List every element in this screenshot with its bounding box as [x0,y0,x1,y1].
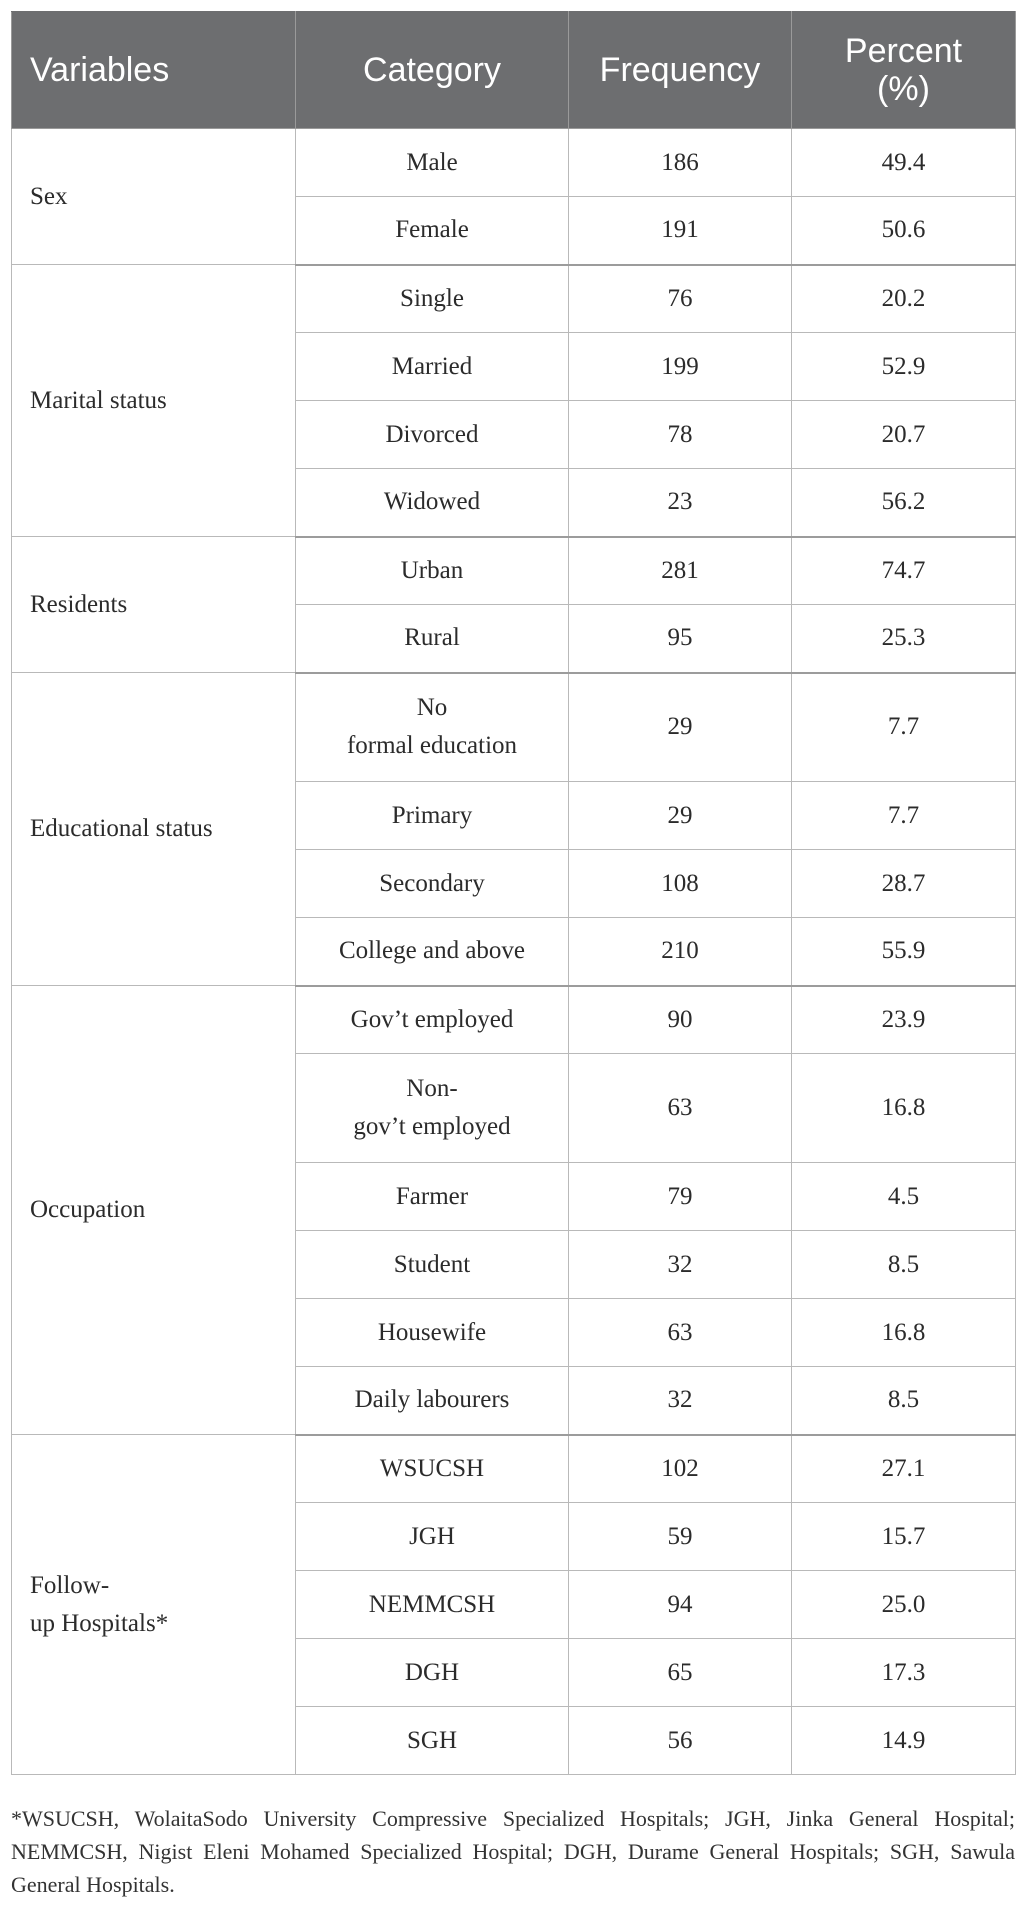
variable-cell-follow-up-hospitals [12,1435,296,1775]
frequency-cell: 63 [569,1299,792,1367]
frequency-cell: 32 [569,1231,792,1299]
variable-cell-educational-status: Educational status [12,673,296,986]
frequency-cell: 199 [569,333,792,401]
category-cell: Female [296,197,569,265]
category-cell: Housewife [296,1299,569,1367]
percent-cell: 4.5 [792,1163,1016,1231]
category-cell: DGH [296,1639,569,1707]
percent-cell: 56.2 [792,469,1016,537]
category-line: formal education [346,732,518,760]
frequency-cell: 94 [569,1571,792,1639]
percent-cell: 55.9 [792,918,1016,986]
variable-line: up Hospitals* [30,1609,169,1637]
table-header [12,12,1016,129]
category-cell: JGH [296,1503,569,1571]
frequency-cell: 79 [569,1163,792,1231]
category-line: No [416,694,448,722]
category-cell: Rural [296,605,569,673]
header-percent-line1: Percent [844,32,963,70]
frequency-cell: 210 [569,918,792,986]
percent-cell: 28.7 [792,850,1016,918]
percent-cell: 7.7 [792,782,1016,850]
demographics-table [11,11,1016,1775]
frequency-cell: 108 [569,850,792,918]
percent-cell: 16.8 [792,1299,1016,1367]
percent-cell: 25.0 [792,1571,1016,1639]
frequency-cell: 78 [569,401,792,469]
demographics-table-container [11,11,1015,1775]
frequency-cell: 29 [569,782,792,850]
table-row [12,1435,1016,1503]
percent-cell: 27.1 [792,1435,1016,1503]
category-line: Non- [406,1075,458,1102]
percent-cell: 52.9 [792,333,1016,401]
header-percent [792,12,1016,129]
percent-cell: 20.7 [792,401,1016,469]
frequency-cell: 65 [569,1639,792,1707]
percent-cell: 50.6 [792,197,1016,265]
header-frequency: Frequency [569,12,792,129]
variable-line: Follow- [30,1571,110,1599]
table-row [12,129,1016,197]
frequency-cell: 56 [569,1707,792,1775]
percent-cell: 49.4 [792,129,1016,197]
percent-cell: 17.3 [792,1639,1016,1707]
category-cell: Primary [296,782,569,850]
table-row [12,986,1016,1054]
frequency-cell: 63 [569,1054,792,1163]
frequency-cell: 191 [569,197,792,265]
frequency-cell: 29 [569,673,792,782]
frequency-cell: 186 [569,129,792,197]
frequency-cell: 76 [569,265,792,333]
variable-cell-occupation: Occupation [12,986,296,1435]
category-cell: WSUCSH [296,1435,569,1503]
category-cell: Married [296,333,569,401]
frequency-cell: 90 [569,986,792,1054]
category-cell: Farmer [296,1163,569,1231]
category-cell: Gov’t employed [296,986,569,1054]
variable-cell-marital-status: Marital status [12,265,296,537]
category-cell: Student [296,1231,569,1299]
table-row [12,537,1016,605]
header-variables: Variables [12,12,296,129]
category-cell: SGH [296,1707,569,1775]
category-cell: Daily labourers [296,1367,569,1435]
percent-cell: 20.2 [792,265,1016,333]
table-footnote: *WSUCSH, WolaitaSodo University Compressive Specialized Hospitals; JGH, Jinka General Hospital; NEMMCSH, Nigist Eleni Mohamed Specialized Hospital; DGH, Durame General Hospitals; SGH, Sawula General Hospitals. [11,1806,1015,1897]
table-row [12,265,1016,333]
category-cell: NEMMCSH [296,1571,569,1639]
percent-cell: 15.7 [792,1503,1016,1571]
percent-cell: 8.5 [792,1231,1016,1299]
category-cell [296,1054,569,1163]
percent-cell: 14.9 [792,1707,1016,1775]
category-line: gov’t employed [353,1113,511,1140]
header-category: Category [296,12,569,129]
category-cell [296,673,569,782]
percent-cell: 7.7 [792,673,1016,782]
header-percent-line2: (%) [877,70,930,108]
category-cell: Urban [296,537,569,605]
frequency-cell: 59 [569,1503,792,1571]
category-cell: Male [296,129,569,197]
category-cell: College and above [296,918,569,986]
table-body [12,129,1016,1775]
frequency-cell: 32 [569,1367,792,1435]
frequency-cell: 23 [569,469,792,537]
category-cell: Secondary [296,850,569,918]
frequency-cell: 95 [569,605,792,673]
percent-cell: 25.3 [792,605,1016,673]
frequency-cell: 102 [569,1435,792,1503]
percent-cell: 23.9 [792,986,1016,1054]
category-cell: Single [296,265,569,333]
percent-cell: 8.5 [792,1367,1016,1435]
table-row [12,673,1016,782]
percent-cell: 74.7 [792,537,1016,605]
category-cell: Divorced [296,401,569,469]
header-row [12,12,1016,129]
frequency-cell: 281 [569,537,792,605]
category-cell: Widowed [296,469,569,537]
variable-cell-residents: Residents [12,537,296,673]
variable-cell-sex: Sex [12,129,296,265]
percent-cell: 16.8 [792,1054,1016,1163]
